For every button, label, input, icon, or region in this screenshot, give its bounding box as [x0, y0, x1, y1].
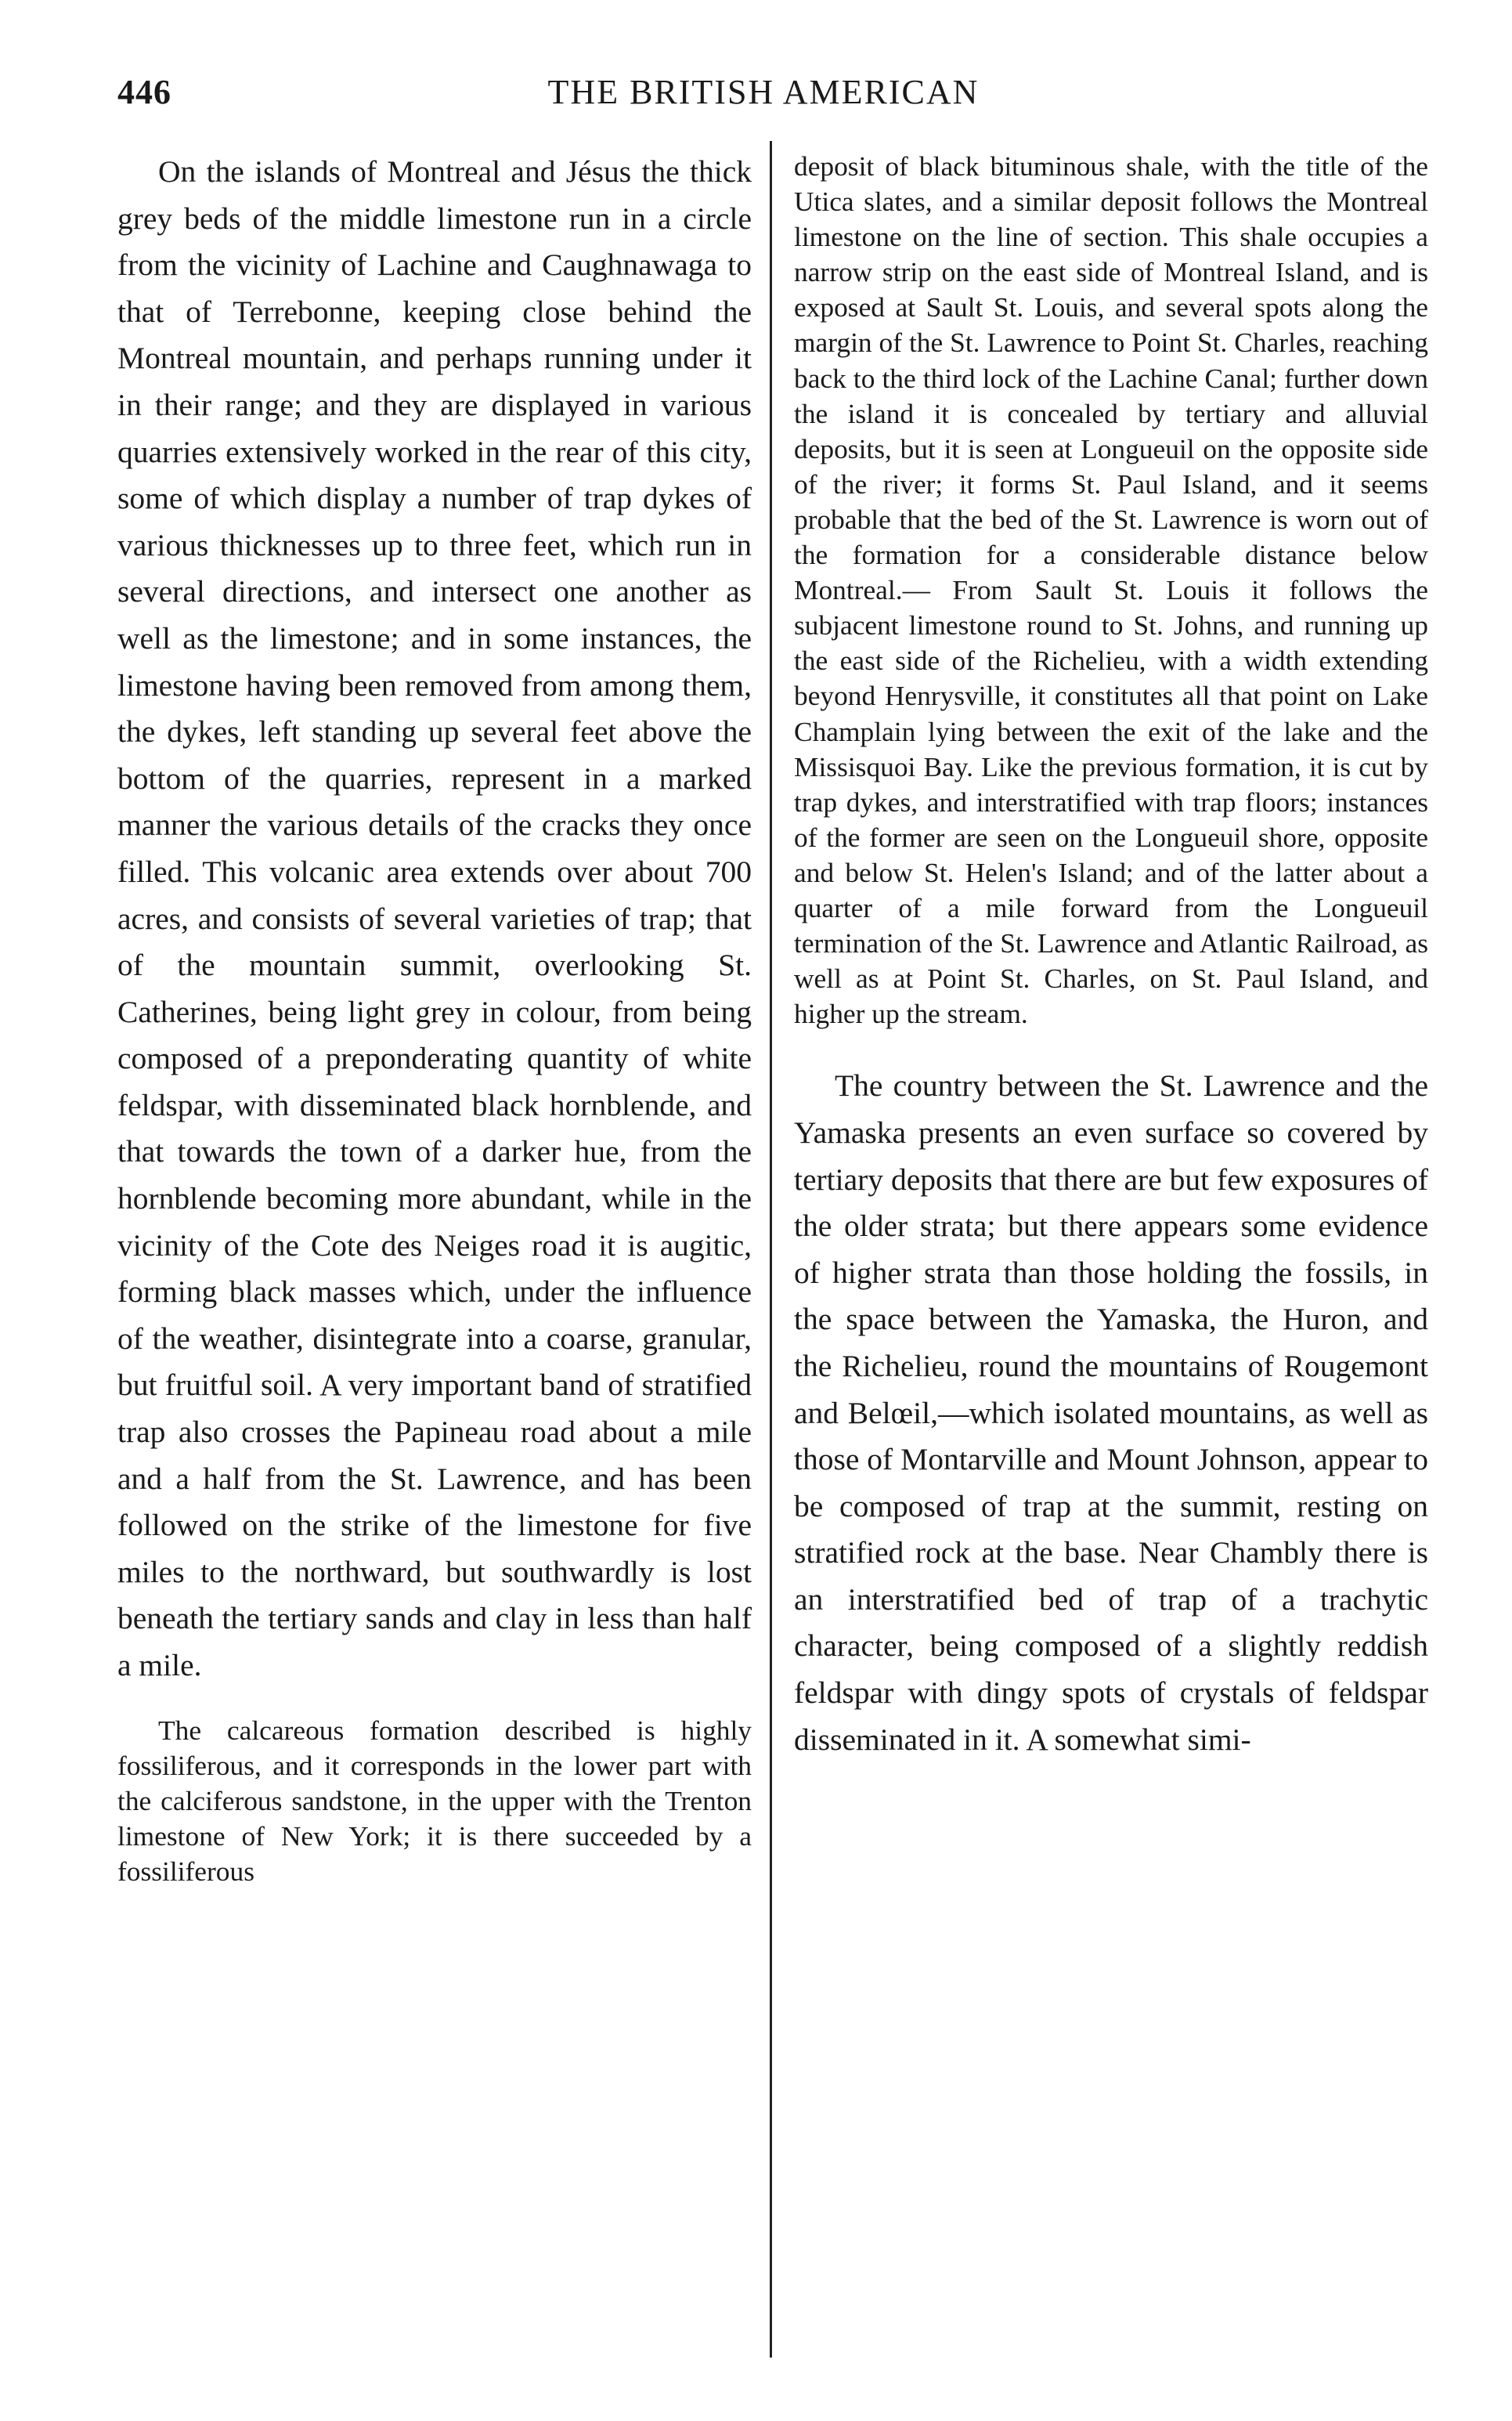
right-paragraph-2: The country between the St. Lawrence and the Yamaska presents an even surface so covered by tertiary deposits that there are but few exposures of the older strata; but there appears some evidence of higher strata than those holding the fossils, in the space between the Yamaska, the Huron, and the Richelieu, round the mountains of Rougemont and Belœil,—which isolated mountains, as well as those of Montarville and Mount Johnson, appear to be composed of trap at the summit, resting on stratified rock at the base. Near Chambly there is an interstratified bed of trap of a trachytic character, being composed of a slightly reddish feldspar with dingy spots of crystals of feldspar disseminated in it. A somewhat simi- — [794, 1068, 1428, 1757]
page-header — [117, 72, 1409, 119]
page-number: 446 — [117, 73, 171, 111]
left-paragraph-1: On the islands of Montreal and Jésus the thick grey beds of the middle limestone run in a circle from the vicinity of Lachine and Caughnawaga to that of Terrebonne, keeping close behind the Montreal mountain, and perhaps running under it in their range; and they are displayed in various quarries extensively worked in the rear of this city, some of which display a number of trap dykes of various thicknesses up to three feet, which run in several directions, and intersect one another as well as the limestone; and in some instances, the limestone having been removed from among them, the dykes, left standing up several feet above the bottom of the quarries, represent in a marked manner the various details of the cracks they once filled. This volcanic area extends over about 700 acres, and consists of several varieties of trap; that of the mountain summit, overlooking St. Catherines, being light grey in colour, from being composed of a preponderating quantity of white feldspar, with disseminated black hornblende, and that towards the town of a darker hue, from the hornblende becoming more abundant, while in the vicinity of the Cote des Neiges road it is augitic, forming black masses which, under the influence of the weather, disintegrate into a coarse, granular, but fruitful soil. A very important band of stratified trap also crosses the Papineau road about a mile and a half from the St. Lawrence, and has been followed on the strike of the limestone for five miles to the northward, but southwardly is lost beneath the tertiary sands and clay in less than half a mile. — [117, 154, 752, 1682]
right-paragraph-1: deposit of black bituminous shale, with the title of the Utica slates, and a similar deposit follows the Montreal limestone on the line of section. This shale occupies a narrow strip on the east side of Montreal Island, and is exposed at Sault St. Louis, and several spots along the margin of the St. Lawrence to Point St. Charles, reaching back to the third lock of the Lachine Canal; further down the island it is concealed by tertiary and alluvial deposits, but it is seen at Longueuil on the opposite side of the river; it forms St. Paul Island, and it seems probable that the bed of the St. Lawrence is worn out of the formation for a considerable distance below Montreal.— From Sault St. Louis it follows the subjacent limestone round to St. Johns, and running up the east side of the Richelieu, with a width extending beyond Henrysville, it constitutes all that point on Lake Champlain lying between the exit of the lake and the Missisquoi Bay. Like the previous formation, it is cut by trap dykes, and interstratified with trap floors; instances of the former are seen on the Longueuil shore, opposite and below St. Helen's Island; and of the latter about a quarter of a mile forward from the Longueuil termination of the St. Lawrence and Atlantic Railroad, as well as at Point St. Charles, on St. Paul Island, and higher up the stream. — [794, 150, 1428, 1030]
right-column — [794, 149, 1428, 1763]
running-head: THE BRITISH AMERICAN — [547, 73, 980, 111]
left-paragraph-2: The calcareous formation described is highly fossiliferous, and it corresponds in the lower part with the calciferous sandstone, in the upper with the Trenton limestone of New York; it is there succeeded by a fossiliferous — [117, 1714, 752, 1887]
left-column — [117, 149, 752, 1889]
column-divider — [770, 141, 772, 2358]
